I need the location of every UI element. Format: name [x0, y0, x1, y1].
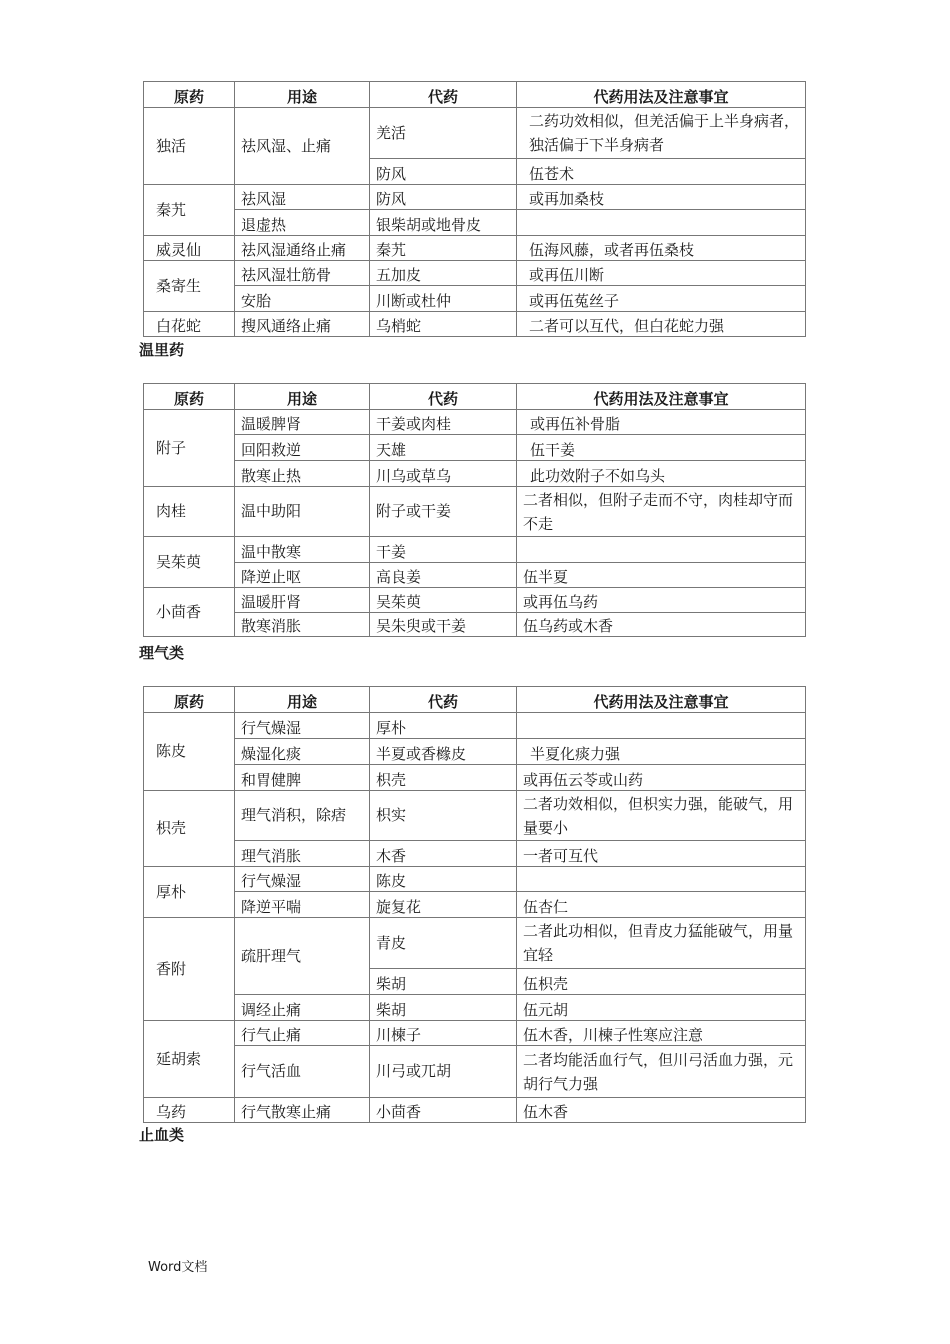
cell-substitute: 川弓或兀胡 [370, 1046, 517, 1098]
table-row [144, 739, 806, 765]
header-use: 用途 [235, 687, 370, 713]
cell-notes: 二者相似，但附子走而不守，肉桂却守而不走 [517, 487, 806, 537]
cell-substitute: 羌活 [370, 108, 517, 159]
table-row [144, 108, 806, 159]
cell-use: 疏肝理气 [235, 918, 370, 995]
cell-notes: 伍半夏 [517, 563, 806, 588]
cell-substitute: 高良姜 [370, 563, 517, 588]
cell-original: 延胡索 [144, 1021, 235, 1098]
cell-substitute: 川楝子 [370, 1021, 517, 1046]
cell-use: 温中助阳 [235, 487, 370, 537]
header-use: 用途 [235, 384, 370, 410]
table-row [144, 563, 806, 588]
table-row [144, 286, 806, 312]
table-row [144, 791, 806, 841]
cell-use: 理气消胀 [235, 841, 370, 867]
table-row [144, 410, 806, 435]
table-row [144, 185, 806, 210]
section-heading-wenli: 温里药 [139, 341, 185, 359]
cell-notes: 或再伍川断 [517, 261, 806, 286]
cell-notes: 二者可以互代，但白花蛇力强 [517, 312, 806, 337]
cell-substitute: 附子或干姜 [370, 487, 517, 537]
cell-substitute: 旋复花 [370, 892, 517, 918]
table-row [144, 1098, 806, 1123]
cell-notes: 伍干姜 [517, 435, 806, 461]
cell-substitute: 川乌或草乌 [370, 461, 517, 487]
cell-original: 香附 [144, 918, 235, 1021]
cell-substitute: 枳实 [370, 791, 517, 841]
header-original: 原药 [144, 687, 235, 713]
cell-notes: 伍杏仁 [517, 892, 806, 918]
cell-use: 和胃健脾 [235, 765, 370, 791]
table-liqi [143, 686, 806, 1123]
header-notes: 代药用法及注意事宜 [517, 384, 806, 410]
cell-use: 温暖脾肾 [235, 410, 370, 435]
header-original: 原药 [144, 384, 235, 410]
cell-use: 安胎 [235, 286, 370, 312]
cell-use: 回阳救逆 [235, 435, 370, 461]
header-notes: 代药用法及注意事宜 [517, 687, 806, 713]
cell-use: 降逆平喘 [235, 892, 370, 918]
cell-substitute: 干姜 [370, 537, 517, 563]
table-header-row [144, 687, 806, 713]
cell-use: 退虚热 [235, 210, 370, 236]
cell-substitute: 柴胡 [370, 995, 517, 1021]
cell-use: 调经止痛 [235, 995, 370, 1021]
table-row [144, 312, 806, 337]
table-row [144, 1046, 806, 1098]
cell-notes: 或再伍乌药 [517, 588, 806, 613]
table-row [144, 261, 806, 286]
table-row [144, 867, 806, 892]
cell-notes [517, 713, 806, 739]
cell-notes: 或再伍补骨脂 [517, 410, 806, 435]
cell-notes: 二者此功相似，但青皮力猛能破气，用量宜轻 [517, 918, 806, 969]
cell-use: 搜风通络止痛 [235, 312, 370, 337]
cell-substitute: 厚朴 [370, 713, 517, 739]
cell-substitute: 干姜或肉桂 [370, 410, 517, 435]
table-row [144, 765, 806, 791]
cell-use: 行气活血 [235, 1046, 370, 1098]
table-row [144, 461, 806, 487]
cell-use: 燥湿化痰 [235, 739, 370, 765]
table-row [144, 613, 806, 637]
cell-use: 散寒止热 [235, 461, 370, 487]
cell-notes: 或再加桑枝 [517, 185, 806, 210]
cell-original: 小茴香 [144, 588, 235, 637]
table-qufeng [143, 81, 806, 337]
cell-substitute: 吴茱萸 [370, 588, 517, 613]
cell-use: 行气散寒止痛 [235, 1098, 370, 1123]
table-row [144, 435, 806, 461]
table-row [144, 892, 806, 918]
table-row [144, 841, 806, 867]
cell-substitute: 五加皮 [370, 261, 517, 286]
table-row [144, 236, 806, 261]
cell-notes [517, 867, 806, 892]
cell-notes: 伍木香，川楝子性寒应注意 [517, 1021, 806, 1046]
cell-notes: 一者可互代 [517, 841, 806, 867]
cell-substitute: 乌梢蛇 [370, 312, 517, 337]
cell-use: 降逆止呕 [235, 563, 370, 588]
cell-original: 吴茱萸 [144, 537, 235, 588]
cell-notes: 此功效附子不如乌头 [517, 461, 806, 487]
table-row [144, 918, 806, 969]
cell-original: 附子 [144, 410, 235, 487]
cell-notes: 半夏化痰力强 [517, 739, 806, 765]
cell-use: 行气燥湿 [235, 867, 370, 892]
cell-notes: 伍乌药或木香 [517, 613, 806, 637]
cell-substitute: 天雄 [370, 435, 517, 461]
cell-notes: 伍木香 [517, 1098, 806, 1123]
table-header-row [144, 384, 806, 410]
cell-use: 温中散寒 [235, 537, 370, 563]
cell-substitute: 吴朱臾或干姜 [370, 613, 517, 637]
cell-use: 理气消积，除痞 [235, 791, 370, 841]
section-heading-liqi: 理气类 [139, 644, 185, 662]
cell-original: 乌药 [144, 1098, 235, 1123]
cell-use: 散寒消胀 [235, 613, 370, 637]
cell-original: 厚朴 [144, 867, 235, 918]
cell-notes: 或再伍菟丝子 [517, 286, 806, 312]
cell-substitute: 防风 [370, 185, 517, 210]
cell-use: 温暖肝肾 [235, 588, 370, 613]
cell-use: 行气止痛 [235, 1021, 370, 1046]
cell-use: 行气燥湿 [235, 713, 370, 739]
cell-use: 祛风湿通络止痛 [235, 236, 370, 261]
cell-substitute: 小茴香 [370, 1098, 517, 1123]
cell-substitute: 银柴胡或地骨皮 [370, 210, 517, 236]
cell-original: 威灵仙 [144, 236, 235, 261]
cell-original: 枳壳 [144, 791, 235, 867]
cell-notes [517, 537, 806, 563]
table-row [144, 1021, 806, 1046]
cell-use: 祛风湿 [235, 185, 370, 210]
header-use: 用途 [235, 82, 370, 108]
cell-notes: 二者均能活血行气，但川弓活血力强，元胡行气力强 [517, 1046, 806, 1098]
cell-notes: 二者功效相似，但枳实力强，能破气，用量要小 [517, 791, 806, 841]
cell-substitute: 柴胡 [370, 969, 517, 995]
cell-substitute: 防风 [370, 159, 517, 185]
header-substitute: 代药 [370, 384, 517, 410]
header-substitute: 代药 [370, 687, 517, 713]
cell-original: 秦艽 [144, 185, 235, 236]
cell-substitute: 秦艽 [370, 236, 517, 261]
cell-original: 白花蛇 [144, 312, 235, 337]
header-original: 原药 [144, 82, 235, 108]
cell-original: 肉桂 [144, 487, 235, 537]
table-row [144, 537, 806, 563]
table-row [144, 210, 806, 236]
cell-substitute: 枳壳 [370, 765, 517, 791]
cell-substitute: 半夏或香橼皮 [370, 739, 517, 765]
footer-label: Word文档 [148, 1260, 208, 1275]
table-row [144, 995, 806, 1021]
cell-substitute: 陈皮 [370, 867, 517, 892]
cell-notes: 伍元胡 [517, 995, 806, 1021]
cell-original: 独活 [144, 108, 235, 185]
table-header-row [144, 82, 806, 108]
cell-notes: 伍海风藤，或者再伍桑枝 [517, 236, 806, 261]
cell-notes: 伍枳壳 [517, 969, 806, 995]
table-wenli [143, 383, 806, 637]
table-row [144, 588, 806, 613]
header-substitute: 代药 [370, 82, 517, 108]
table-row [144, 487, 806, 537]
table-row [144, 713, 806, 739]
cell-notes [517, 210, 806, 236]
cell-substitute: 青皮 [370, 918, 517, 969]
cell-notes: 二药功效相似，但羌活偏于上半身病者，独活偏于下半身病者 [517, 108, 806, 159]
cell-original: 桑寄生 [144, 261, 235, 312]
cell-original: 陈皮 [144, 713, 235, 791]
cell-substitute: 木香 [370, 841, 517, 867]
section-heading-zhixue: 止血类 [139, 1126, 185, 1144]
cell-notes: 伍苍术 [517, 159, 806, 185]
cell-use: 祛风湿壮筋骨 [235, 261, 370, 286]
cell-notes: 或再伍云苓或山药 [517, 765, 806, 791]
cell-substitute: 川断或杜仲 [370, 286, 517, 312]
header-notes: 代药用法及注意事宜 [517, 82, 806, 108]
cell-use: 祛风湿、止痛 [235, 108, 370, 185]
